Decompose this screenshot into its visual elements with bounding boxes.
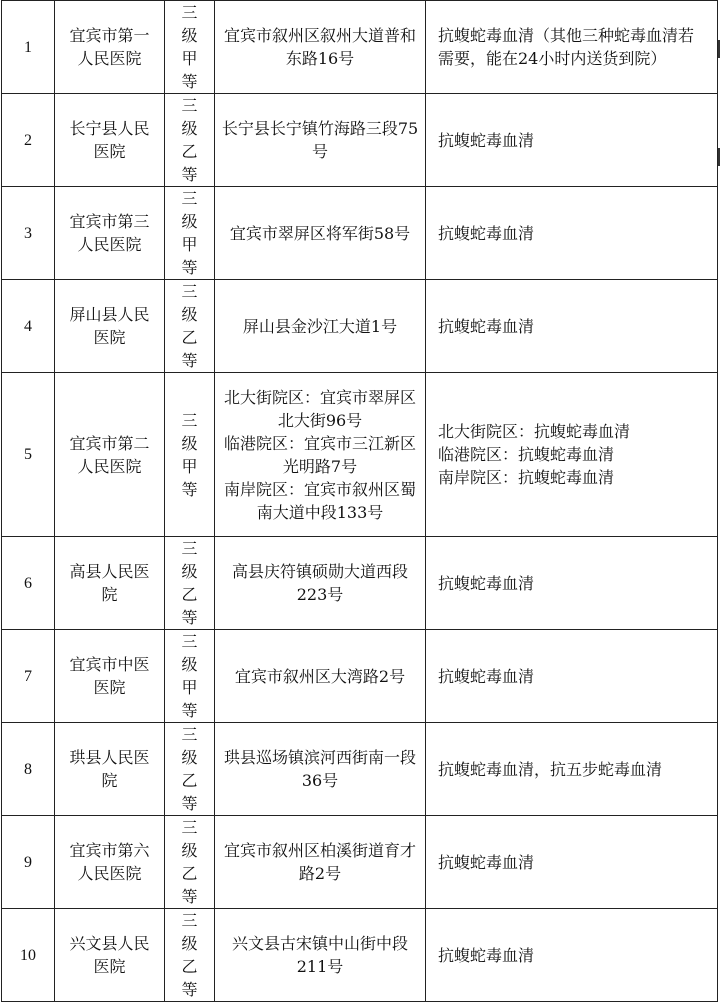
hospital-serum-table	[1, 0, 718, 1002]
hospital-name: 长宁县人民医院	[55, 94, 165, 187]
row-number: 5	[2, 373, 55, 537]
row-number: 4	[2, 280, 55, 373]
table-row	[2, 280, 718, 373]
address-line: 北大街院区：宜宾市翠屏区北大街96号	[223, 387, 416, 430]
hospital-name: 高县人民医院	[55, 537, 165, 630]
row-number: 9	[2, 816, 55, 909]
hospital-grade: 三级乙等	[165, 816, 215, 909]
hospital-address: 高县庆符镇硕勋大道西段223号	[215, 537, 426, 630]
antivenom-serum	[426, 816, 718, 909]
serum-line: 抗蝮蛇毒血清，抗五步蛇毒血清	[438, 759, 663, 779]
table-row	[2, 187, 718, 280]
hospital-name: 兴文县人民医院	[55, 909, 165, 1002]
row-number: 10	[2, 909, 55, 1002]
hospital-address: 宜宾市翠屏区将军街58号	[215, 187, 426, 280]
serum-line: 抗蝮蛇毒血清（其他三种蛇毒血清若需要，能在24小时内送货到院）	[438, 26, 695, 68]
hospital-grade: 三级乙等	[165, 537, 215, 630]
hospital-grade: 三级甲等	[165, 187, 215, 280]
hospital-name: 宜宾市第一人民医院	[55, 1, 165, 94]
row-number: 6	[2, 537, 55, 630]
serum-line: 抗蝮蛇毒血清	[438, 223, 535, 243]
antivenom-serum	[426, 280, 718, 373]
hospital-grade: 三级甲等	[165, 1, 215, 94]
row-number: 7	[2, 630, 55, 723]
hospital-address: 兴文县古宋镇中山街中段211号	[215, 909, 426, 1002]
hospital-grade: 三级乙等	[165, 94, 215, 187]
serum-line: 抗蝮蛇毒血清	[438, 130, 535, 150]
table-row	[2, 909, 718, 1002]
hospital-name: 宜宾市第二人民医院	[55, 373, 165, 537]
antivenom-serum	[426, 537, 718, 630]
address-line: 南岸院区：宜宾市叙州区蜀南大道中段133号	[223, 479, 416, 522]
antivenom-serum	[426, 373, 718, 537]
antivenom-serum	[426, 187, 718, 280]
antivenom-serum	[426, 1, 718, 94]
serum-line: 抗蝮蛇毒血清	[438, 852, 535, 872]
serum-line: 抗蝮蛇毒血清	[438, 945, 535, 965]
serum-line: 临港院区：抗蝮蛇毒血清	[438, 445, 615, 464]
row-number: 1	[2, 1, 55, 94]
serum-line: 北大街院区：抗蝮蛇毒血清	[438, 422, 631, 441]
hospital-address: 宜宾市叙州区柏溪街道育才路2号	[215, 816, 426, 909]
antivenom-serum	[426, 94, 718, 187]
row-number: 2	[2, 94, 55, 187]
hospital-name: 宜宾市中医医院	[55, 630, 165, 723]
table-row	[2, 816, 718, 909]
table-row	[2, 630, 718, 723]
hospital-name: 屏山县人民医院	[55, 280, 165, 373]
hospital-address: 宜宾市叙州区大湾路2号	[215, 630, 426, 723]
hospital-grade: 三级乙等	[165, 909, 215, 1002]
hospital-address: 珙县巡场镇滨河西街南一段36号	[215, 723, 426, 816]
table-row	[2, 723, 718, 816]
hospital-address: 屏山县金沙江大道1号	[215, 280, 426, 373]
table-body	[2, 1, 718, 1002]
antivenom-serum	[426, 723, 718, 816]
hospital-name: 宜宾市第三人民医院	[55, 187, 165, 280]
hospital-name: 珙县人民医院	[55, 723, 165, 816]
address-line: 临港院区：宜宾市三江新区光明路7号	[223, 433, 416, 476]
table-row	[2, 537, 718, 630]
row-number: 3	[2, 187, 55, 280]
table-row	[2, 1, 718, 94]
hospital-grade: 三级乙等	[165, 280, 215, 373]
hospital-address: 长宁县长宁镇竹海路三段75号	[215, 94, 426, 187]
serum-line: 抗蝮蛇毒血清	[438, 316, 535, 336]
hospital-grade: 三级甲等	[165, 373, 215, 537]
serum-line: 抗蝮蛇毒血清	[438, 666, 535, 686]
serum-line: 南岸院区：抗蝮蛇毒血清	[438, 468, 615, 487]
table-row	[2, 94, 718, 187]
hospital-grade: 三级乙等	[165, 723, 215, 816]
serum-line: 抗蝮蛇毒血清	[438, 573, 535, 593]
hospital-name: 宜宾市第六人民医院	[55, 816, 165, 909]
table-row	[2, 373, 718, 537]
antivenom-serum	[426, 630, 718, 723]
hospital-grade: 三级甲等	[165, 630, 215, 723]
hospital-address: 宜宾市叙州区叙州大道普和东路16号	[215, 1, 426, 94]
row-number: 8	[2, 723, 55, 816]
antivenom-serum	[426, 909, 718, 1002]
hospital-address	[215, 373, 426, 537]
